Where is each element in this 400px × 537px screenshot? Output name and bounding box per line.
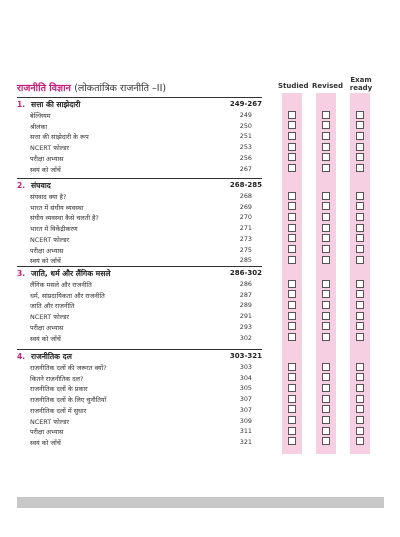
subject-title: राजनीति विज्ञान xyxy=(17,83,71,94)
section-divider xyxy=(17,178,262,179)
topic-page: 303 xyxy=(239,363,252,371)
studied-checkbox[interactable] xyxy=(288,437,296,445)
topic-label: बेल्जियम xyxy=(30,112,51,120)
topic-page: 268 xyxy=(239,192,252,200)
studied-checkbox[interactable] xyxy=(288,363,296,371)
list-item xyxy=(30,374,252,383)
exam-ready-checkbox[interactable] xyxy=(356,202,364,210)
studied-checkbox[interactable] xyxy=(288,132,296,140)
topic-page: 307 xyxy=(239,405,252,414)
topic-page: 293 xyxy=(239,322,252,331)
list-item xyxy=(30,213,252,222)
exam-ready-checkbox[interactable] xyxy=(356,280,364,288)
list-item xyxy=(30,301,252,310)
exam-ready-checkbox[interactable] xyxy=(356,143,364,151)
topic-page: 251 xyxy=(239,132,252,141)
list-item xyxy=(30,122,252,131)
topic-label: परीक्षा अभ्यास xyxy=(30,154,64,163)
exam-ready-checkbox[interactable] xyxy=(356,192,364,200)
revised-checkbox[interactable] xyxy=(322,121,330,129)
revised-checkbox[interactable] xyxy=(322,373,330,381)
chapter-title: सत्ता की साझेदारी xyxy=(31,100,81,109)
topic-label: राजनीतिक दलों के प्रकार xyxy=(30,385,88,394)
list-item xyxy=(30,384,252,393)
exam-ready-checkbox[interactable] xyxy=(356,153,364,161)
revised-checkbox[interactable] xyxy=(322,132,330,140)
revised-checkbox[interactable] xyxy=(322,153,330,161)
revised-checkbox[interactable] xyxy=(322,280,330,288)
topic-label: राजनीतिक दलों के लिए चुनौतियाँ xyxy=(30,396,107,405)
studied-checkbox[interactable] xyxy=(288,164,296,172)
list-item xyxy=(30,406,252,415)
topic-page: 270 xyxy=(239,213,252,222)
revised-checkbox[interactable] xyxy=(322,405,330,413)
topic-label: राजनीतिक दलों में सुधार xyxy=(30,406,87,415)
topic-label: संघीय व्यवस्था कैसे चलती है? xyxy=(30,214,99,223)
revised-checkbox[interactable] xyxy=(322,245,330,253)
studied-checkbox[interactable] xyxy=(288,280,296,288)
chapter-number: 3. xyxy=(17,269,26,278)
list-item xyxy=(30,165,252,174)
exam-ready-checkbox[interactable] xyxy=(356,132,364,140)
exam-ready-checkbox[interactable] xyxy=(356,427,364,435)
list-item xyxy=(30,312,252,321)
topic-page: 256 xyxy=(239,153,252,162)
studied-checkbox[interactable] xyxy=(288,213,296,221)
topic-label: स्वयं को जाँचें xyxy=(30,165,61,174)
subject-subtitle: (लोकतांत्रिक राजनीति –II) xyxy=(74,83,167,94)
topic-label: जाति और राजनीति xyxy=(30,302,75,311)
chapter-heading xyxy=(17,352,262,362)
exam-ready-checkbox[interactable] xyxy=(356,363,364,371)
topic-label: परीक्षा अभ्यास xyxy=(30,323,64,332)
exam-ready-checkbox[interactable] xyxy=(356,301,364,309)
chapter-heading xyxy=(17,100,262,110)
revised-checkbox[interactable] xyxy=(322,202,330,210)
list-item xyxy=(30,417,252,426)
topic-label: संघवाद क्या है? xyxy=(30,193,67,201)
chapter-number: 1. xyxy=(17,100,26,109)
revised-checkbox[interactable] xyxy=(322,427,330,435)
list-item xyxy=(30,323,252,332)
exam-ready-checkbox[interactable] xyxy=(356,213,364,221)
list-item xyxy=(30,280,252,289)
topic-label: NCERT फोल्डर xyxy=(30,144,70,153)
exam-ready-checkbox[interactable] xyxy=(356,416,364,424)
exam-ready-checkbox[interactable] xyxy=(356,290,364,298)
revised-checkbox[interactable] xyxy=(322,224,330,232)
topic-page: 309 xyxy=(239,416,252,425)
revised-checkbox[interactable] xyxy=(322,312,330,320)
list-item xyxy=(30,438,252,447)
topic-page: 271 xyxy=(239,224,252,233)
list-item xyxy=(30,395,252,404)
revised-checkbox[interactable] xyxy=(322,333,330,341)
topic-page: 275 xyxy=(239,245,252,254)
topic-label: स्वयं को जाँचें xyxy=(30,334,61,343)
list-item xyxy=(30,192,252,201)
studied-checkbox[interactable] xyxy=(288,301,296,309)
studied-checkbox[interactable] xyxy=(288,373,296,381)
topic-label: भारत में विकेंद्रीकरण xyxy=(30,225,78,234)
chapter-title: जाति, धर्म और लैंगिक मसले xyxy=(31,269,111,278)
revised-checkbox[interactable] xyxy=(322,111,330,119)
topic-label: कितने राजनीतिक दल? xyxy=(30,374,84,383)
list-item xyxy=(30,334,252,343)
topic-page: 307 xyxy=(239,395,252,404)
topic-label: सत्ता की साझेदारी के रूप xyxy=(30,133,89,142)
topic-label: स्वयं को जाँचें xyxy=(30,438,61,447)
exam-ready-checkbox[interactable] xyxy=(356,373,364,381)
chapter-heading xyxy=(17,181,262,191)
topic-label: श्रीलंका xyxy=(30,122,48,131)
topic-page: 321 xyxy=(239,437,252,446)
topic-label: राजनीतिक दलों की जरूरत क्यों? xyxy=(30,364,107,372)
revised-checkbox[interactable] xyxy=(322,290,330,298)
studied-checkbox[interactable] xyxy=(288,192,296,200)
list-item xyxy=(30,132,252,141)
topic-label: NCERT फोल्डर xyxy=(30,417,70,426)
revised-checkbox[interactable] xyxy=(322,256,330,264)
topic-label: स्वयं को जाँचें xyxy=(30,257,61,266)
exam-ready-checkbox[interactable] xyxy=(356,333,364,341)
revised-checkbox[interactable] xyxy=(322,322,330,330)
topic-page: 305 xyxy=(239,384,252,393)
section-divider xyxy=(17,97,262,98)
chapter-number: 4. xyxy=(17,352,26,361)
topic-label: भारत में संघीय व्यवस्था xyxy=(30,203,84,212)
studied-checkbox[interactable] xyxy=(288,111,296,119)
exam-ready-checkbox[interactable] xyxy=(356,245,364,253)
topic-page: 302 xyxy=(239,333,252,342)
exam-ready-checkbox[interactable] xyxy=(356,256,364,264)
exam-ready-checkbox[interactable] xyxy=(356,437,364,445)
topic-page: 285 xyxy=(239,256,252,265)
exam-ready-checkbox[interactable] xyxy=(356,395,364,403)
topic-label: लैंगिक मसले और राजनीति xyxy=(30,281,92,289)
studied-checkbox[interactable] xyxy=(288,384,296,392)
chapter-page-range: 303-321 xyxy=(229,352,262,360)
revised-checkbox[interactable] xyxy=(322,234,330,242)
exam-ready-checkbox[interactable] xyxy=(356,405,364,413)
list-item xyxy=(30,154,252,163)
studied-checkbox[interactable] xyxy=(288,416,296,424)
exam-ready-checkbox[interactable] xyxy=(356,234,364,242)
studied-checkbox[interactable] xyxy=(288,202,296,210)
revised-checkbox[interactable] xyxy=(322,363,330,371)
chapter-title: राजनीतिक दल xyxy=(31,352,72,361)
list-item xyxy=(30,203,252,212)
exam-ready-checkbox[interactable] xyxy=(356,164,364,172)
section-divider xyxy=(17,349,262,350)
topic-page: 253 xyxy=(239,143,252,152)
page-title xyxy=(17,81,166,94)
list-item xyxy=(30,427,252,436)
exam-ready-checkbox[interactable] xyxy=(356,111,364,119)
section-divider xyxy=(17,266,262,267)
topic-page: 250 xyxy=(239,121,252,130)
topic-page: 291 xyxy=(239,312,252,321)
topic-label: NCERT फोल्डर xyxy=(30,313,70,322)
revised-checkbox[interactable] xyxy=(322,301,330,309)
studied-checkbox[interactable] xyxy=(288,143,296,151)
topic-page: 249 xyxy=(239,111,252,119)
exam-ready-checkbox[interactable] xyxy=(356,312,364,320)
topic-page: 287 xyxy=(239,290,252,299)
exam-ready-checkbox[interactable] xyxy=(356,384,364,392)
topic-page: 286 xyxy=(239,280,252,288)
chapter-heading xyxy=(17,269,262,279)
topic-label: धर्म, सांप्रदायिकता और राजनीति xyxy=(30,291,105,300)
studied-checkbox[interactable] xyxy=(288,256,296,264)
exam-ready-checkbox[interactable] xyxy=(356,322,364,330)
topic-label: परीक्षा अभ्यास xyxy=(30,246,64,255)
studied-checkbox[interactable] xyxy=(288,290,296,298)
chapter-page-range: 249-267 xyxy=(229,100,262,108)
revised-checkbox[interactable] xyxy=(322,437,330,445)
list-item xyxy=(30,235,252,244)
topic-label: परीक्षा अभ्यास xyxy=(30,428,64,437)
studied-checkbox[interactable] xyxy=(288,312,296,320)
list-item xyxy=(30,224,252,233)
revised-checkbox[interactable] xyxy=(322,395,330,403)
list-item xyxy=(30,143,252,152)
chapter-page-range: 268-285 xyxy=(229,181,262,189)
studied-checkbox[interactable] xyxy=(288,153,296,161)
column-header-studied: Studied xyxy=(278,82,309,90)
list-item xyxy=(30,111,252,120)
chapter-page-range: 286-302 xyxy=(229,269,262,277)
column-header-revised: Revised xyxy=(312,82,344,90)
topic-page: 273 xyxy=(239,234,252,243)
revised-checkbox[interactable] xyxy=(322,416,330,424)
list-item xyxy=(30,246,252,255)
studied-checkbox[interactable] xyxy=(288,333,296,341)
studied-checkbox[interactable] xyxy=(288,395,296,403)
topic-page: 289 xyxy=(239,301,252,310)
list-item xyxy=(30,291,252,300)
list-item xyxy=(30,256,252,265)
studied-checkbox[interactable] xyxy=(288,427,296,435)
topic-page: 267 xyxy=(239,164,252,173)
topic-page: 269 xyxy=(239,202,252,211)
topic-page: 304 xyxy=(239,373,252,382)
column-header-exam-ready: Exam ready xyxy=(349,76,373,92)
revised-checkbox[interactable] xyxy=(322,143,330,151)
chapter-title: संघवाद xyxy=(31,181,51,190)
studied-checkbox[interactable] xyxy=(288,224,296,232)
topic-page: 311 xyxy=(239,427,252,436)
revised-checkbox[interactable] xyxy=(322,384,330,392)
revised-checkbox[interactable] xyxy=(322,213,330,221)
footer-bar xyxy=(17,497,384,508)
topic-label: NCERT फोल्डर xyxy=(30,235,70,244)
studied-checkbox[interactable] xyxy=(288,245,296,253)
exam-ready-checkbox[interactable] xyxy=(356,224,364,232)
revised-checkbox[interactable] xyxy=(322,192,330,200)
studied-checkbox[interactable] xyxy=(288,121,296,129)
list-item xyxy=(30,363,252,372)
chapter-number: 2. xyxy=(17,181,26,190)
studied-checkbox[interactable] xyxy=(288,234,296,242)
revised-checkbox[interactable] xyxy=(322,164,330,172)
studied-checkbox[interactable] xyxy=(288,405,296,413)
exam-ready-checkbox[interactable] xyxy=(356,121,364,129)
studied-checkbox[interactable] xyxy=(288,322,296,330)
